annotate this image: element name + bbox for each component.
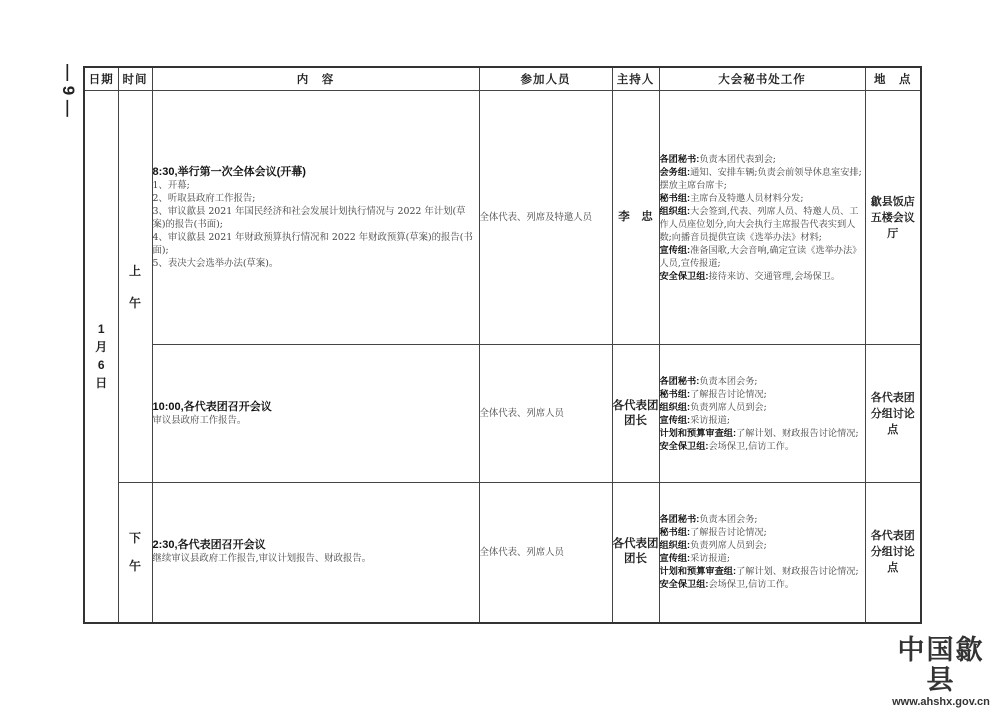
duty-item: 计划和预算审查组:了解计划、财政报告讨论情况; <box>659 427 859 439</box>
content-line: 3、审议歙县 2021 年国民经济和社会发展计划执行情况与 2022 年计划(草案)的报告(书面); <box>152 205 466 230</box>
duty-item: 各团秘书:负责本团会务; <box>659 375 758 387</box>
schedule-table <box>83 66 922 624</box>
secretariat-cell <box>659 483 865 623</box>
duty-item: 安全保卫组:会场保卫,信访工作。 <box>659 440 795 452</box>
period-afternoon: 下 午 <box>118 483 152 623</box>
watermark-title: 中国歙县 <box>897 635 985 696</box>
duty-item: 秘书组:了解报告讨论情况; <box>659 388 767 400</box>
duty-item: 组织组:负责列席人员到会; <box>659 401 767 413</box>
duty-item: 秘书组:了解报告讨论情况; <box>659 527 767 539</box>
content-cell <box>152 345 479 483</box>
watermark-url: www.ahshx.gov.cn <box>892 696 990 708</box>
event-title: 2:30,各代表团召开会议 <box>152 539 266 552</box>
host-cell: 各代表团团长 <box>612 345 659 483</box>
host-cell: 李 忠 <box>612 91 659 345</box>
page-number: — 9 — <box>59 64 78 117</box>
duty-item: 各团秘书:负责本团会务; <box>659 514 758 526</box>
duty-item: 会务组:通知、安排车辆;负责会前领导休息室安排;摆放主席台席卡; <box>659 166 862 191</box>
secretariat-cell <box>659 345 865 483</box>
duty-item: 安全保卫组:会场保卫,信访工作。 <box>659 579 795 591</box>
header-secretariat: 大会秘书处工作 <box>659 67 865 91</box>
content-line: 5、表决大会选举办法(草案)。 <box>152 257 279 269</box>
location-cell: 歙县饭店五楼会议厅 <box>865 91 921 345</box>
content-line: 1、开幕; <box>152 179 190 191</box>
attendees-cell: 全体代表、列席及特邀人员 <box>479 91 612 345</box>
header-attendees: 参加人员 <box>479 67 612 91</box>
content-cell <box>152 483 479 623</box>
duty-item: 宣传组:采访报道; <box>659 414 730 426</box>
host-cell: 各代表团团长 <box>612 483 659 623</box>
attendees-cell: 全体代表、列席人员 <box>479 483 612 623</box>
duty-item: 安全保卫组:接待来访、交通管理,会场保卫。 <box>659 270 841 282</box>
location-cell: 各代表团分组讨论点 <box>865 483 921 623</box>
content-line: 审议县政府工作报告。 <box>152 414 247 426</box>
duty-item: 宣传组:准备国歌,大会音响,确定宣读《选举办法》人员,宣传报道; <box>659 244 862 269</box>
duty-item: 组织组:大会签到,代表、列席人员、特邀人员、工作人员座位划分,向大会执行主席报告代表实到人数;向播音员提供宣读《选举办法》材料; <box>659 205 859 243</box>
period-morning: 上 午 <box>118 91 152 483</box>
table-row <box>84 483 921 623</box>
table-row <box>84 91 921 345</box>
header-date: 日期 <box>84 67 118 91</box>
table-row <box>84 345 921 483</box>
event-title: 10:00,各代表团召开会议 <box>152 400 272 413</box>
duty-item: 计划和预算审查组:了解计划、财政报告讨论情况; <box>659 566 859 578</box>
duty-item: 组织组:负责列席人员到会; <box>659 540 767 552</box>
header-row <box>84 67 921 91</box>
header-time: 时间 <box>118 67 152 91</box>
duty-item: 各团秘书:负责本团代表到会; <box>659 153 776 165</box>
location-cell: 各代表团分组讨论点 <box>865 345 921 483</box>
header-content: 内 容 <box>152 67 479 91</box>
content-line: 继续审议县政府工作报告,审议计划报告、财政报告。 <box>152 553 372 565</box>
content-line: 4、审议歙县 2021 年财政预算执行情况和 2022 年财政预算(草案)的报告(书面); <box>152 231 473 256</box>
event-title: 8:30,举行第一次全体会议(开幕) <box>152 165 306 178</box>
secretariat-cell <box>659 91 865 345</box>
duty-item: 宣传组:采访报道; <box>659 553 730 565</box>
content-cell <box>152 91 479 345</box>
attendees-cell: 全体代表、列席人员 <box>479 345 612 483</box>
header-location: 地 点 <box>865 67 921 91</box>
site-watermark <box>885 636 997 708</box>
duty-item: 秘书组:主席台及特邀人员材料分发; <box>659 192 804 204</box>
header-host: 主持人 <box>612 67 659 91</box>
content-line: 2、听取县政府工作报告; <box>152 192 256 204</box>
date-cell: 1 月 6 日 <box>84 91 118 623</box>
